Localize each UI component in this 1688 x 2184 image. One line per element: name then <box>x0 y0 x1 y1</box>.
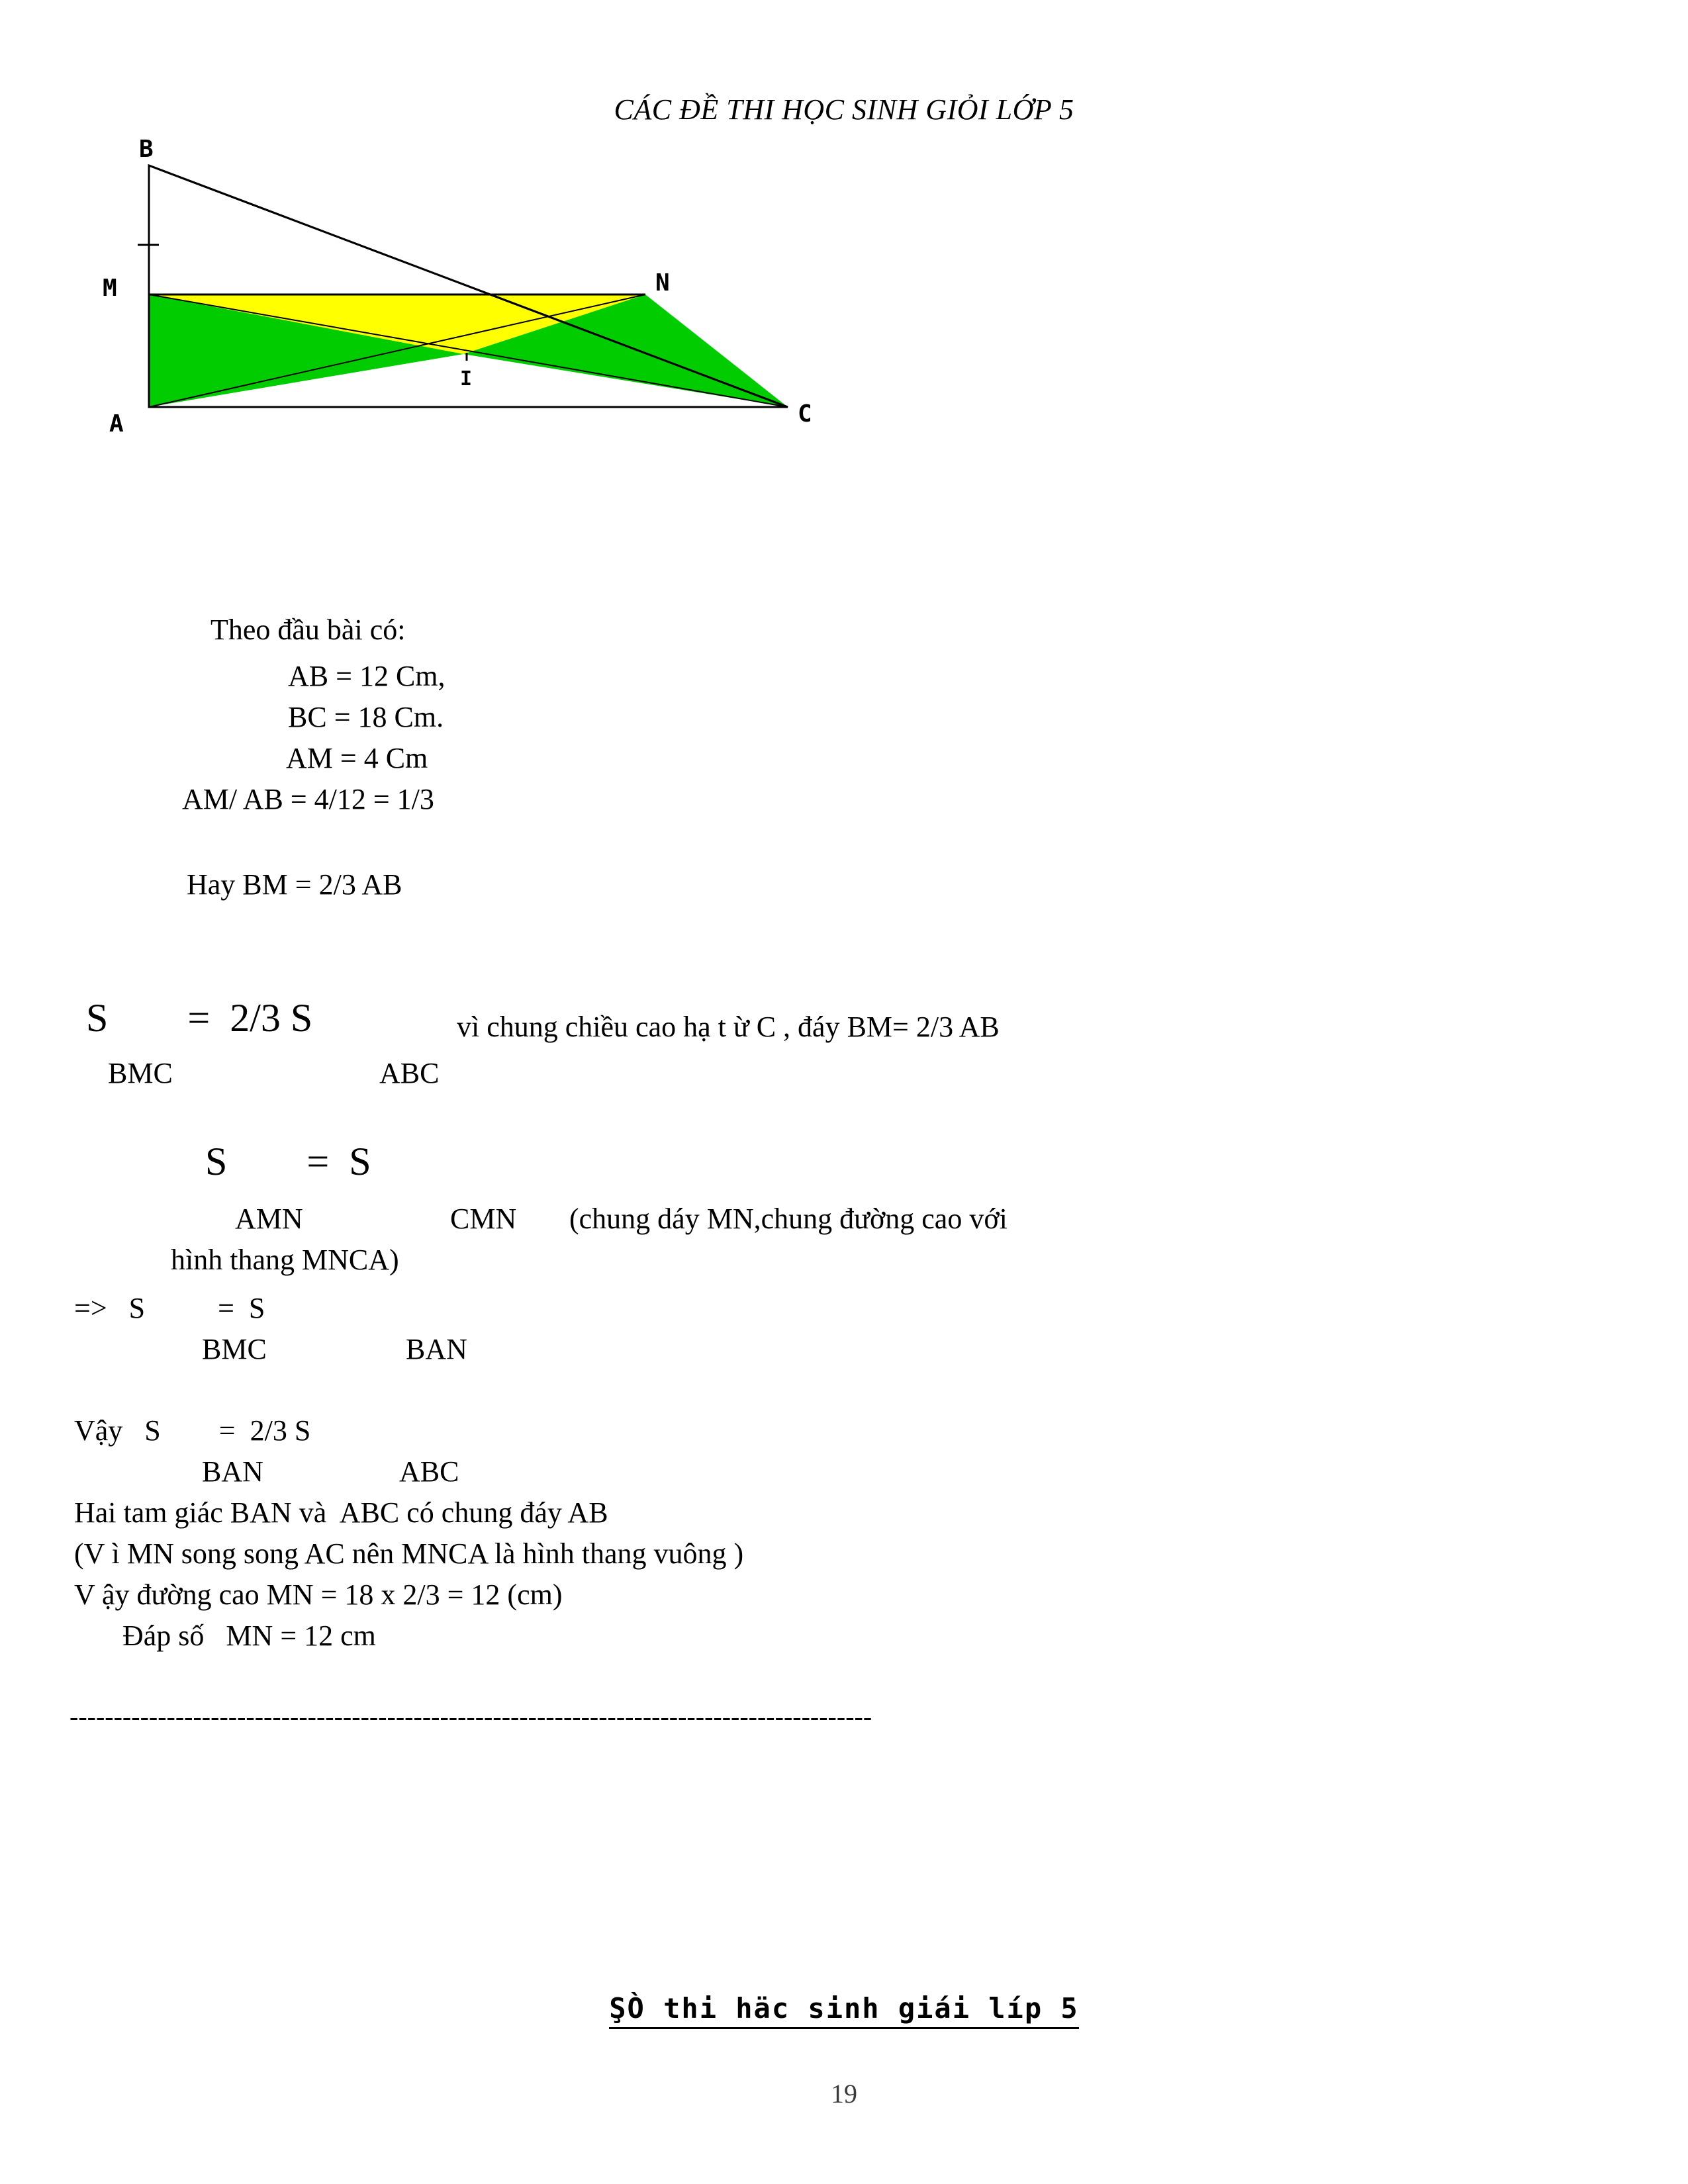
equation-4-main: Vậy S = 2/3 S <box>74 1414 311 1447</box>
page-header-title: CÁC ĐỀ THI HỌC SINH GIỎI LỚP 5 <box>614 93 1074 126</box>
equation-3-sub2: BAN <box>406 1333 467 1365</box>
equation-2-sub1: AMN <box>235 1203 303 1235</box>
vertex-label-b: B <box>139 136 154 163</box>
vertex-label-c: C <box>798 400 812 428</box>
text-theo-dau-bai: Theo đầu bài có: <box>211 614 406 646</box>
equation-2-note2: hình thang MNCA) <box>171 1244 399 1276</box>
text-mn-song-song: (V ì MN song song AC nên MNCA là hình thang vuông ) <box>74 1537 744 1570</box>
text-am-value: AM = 4 Cm <box>286 742 428 774</box>
section-divider: ------------------------------------------------------------------------------------------- <box>70 1702 872 1731</box>
text-bc-value: BC = 18 Cm. <box>288 701 444 733</box>
text-am-ab-ratio: AM/ AB = 4/12 = 1/3 <box>182 783 434 815</box>
vertex-label-a: A <box>109 410 124 437</box>
geometry-figure <box>86 136 867 586</box>
text-hai-tam-giac: Hai tam giác BAN và ABC có chung đáy AB <box>74 1496 608 1529</box>
equation-1-main: S = 2/3 S <box>86 996 313 1040</box>
equation-3-sub1: BMC <box>202 1333 267 1365</box>
text-hay-bm: Hay BM = 2/3 AB <box>187 868 402 901</box>
text-dap-so: Đáp số MN = 12 cm <box>122 1619 376 1652</box>
footer-section-title <box>0 1992 1688 2025</box>
equation-3-main: => S = S <box>74 1292 265 1324</box>
equation-1-note: vì chung chiều cao hạ t ừ C , đáy BM= 2/3 AB <box>457 1011 1000 1043</box>
vertex-label-m: M <box>103 275 117 302</box>
vertex-label-i: I <box>460 367 473 390</box>
equation-2-sub2: CMN <box>450 1203 517 1235</box>
text-duong-cao-mn: V ậy đường cao MN = 18 x 2/3 = 12 (cm) <box>74 1578 563 1611</box>
equation-1-sub2: ABC <box>379 1057 440 1089</box>
text-ab-value: AB = 12 Cm, <box>288 660 445 692</box>
footer-section-title-text: ŞÒ thi häc sinh giái líp 5 <box>609 1992 1078 2029</box>
equation-1-sub1: BMC <box>108 1057 173 1089</box>
equation-2-note: (chung dáy MN,chung đường cao với <box>569 1203 1008 1235</box>
triangle-diagram-svg <box>86 142 867 586</box>
equation-2-main: S = S <box>205 1140 371 1183</box>
equation-4-sub1: BAN <box>202 1455 263 1488</box>
vertex-label-n: N <box>655 269 670 296</box>
page-number: 19 <box>831 2079 857 2109</box>
equation-4-sub2: ABC <box>399 1455 459 1488</box>
